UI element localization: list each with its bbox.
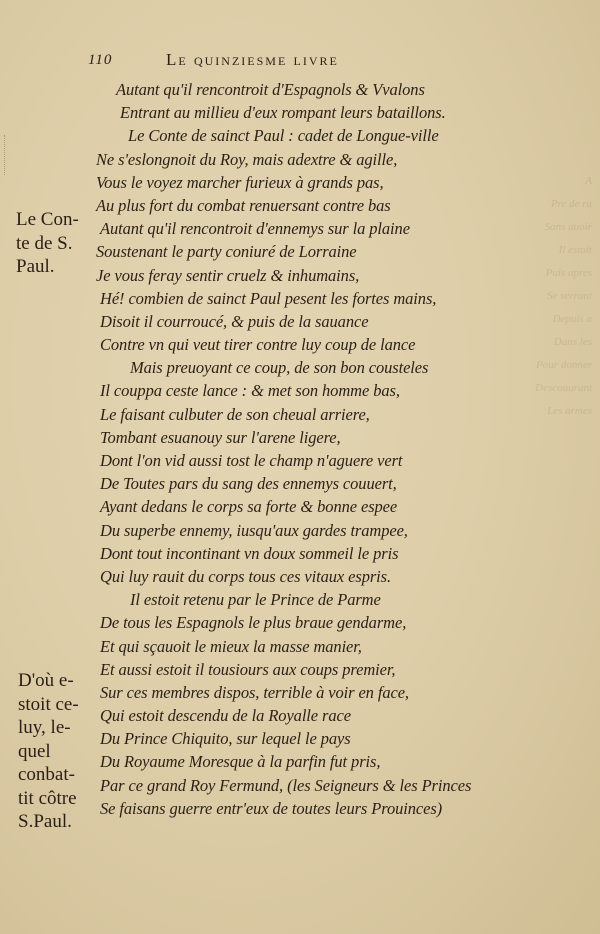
verse-line-text: Et qui sçauoit le mieux la masse manier, bbox=[100, 636, 362, 656]
verse-line-text: Du Prince Chiquito, sur lequel le pays bbox=[100, 729, 351, 749]
verse-line bbox=[0, 588, 600, 611]
verse-line bbox=[0, 565, 600, 588]
verse-line-text: Sur ces membres dispos, terrible à voir en face, bbox=[100, 682, 409, 702]
verse-line bbox=[0, 635, 600, 658]
verse-line-text: Du Royaume Moresque à la parfin fut pris, bbox=[100, 752, 381, 772]
verse-line bbox=[0, 310, 600, 333]
verse-line-text: Hé! combien de sainct Paul pesent les fortes mains, bbox=[100, 288, 437, 308]
verse-line bbox=[0, 148, 600, 171]
ghost-line: Dans les bbox=[553, 336, 592, 348]
ghost-line: Pre de ra bbox=[550, 198, 592, 210]
verse-line bbox=[0, 287, 600, 310]
verse-line bbox=[0, 78, 600, 101]
verse-line-text: De Toutes pars du sang des ennemys couuert, bbox=[100, 474, 397, 494]
verse-line bbox=[0, 519, 600, 542]
verse-line-text: Le faisant culbuter de son cheual arriere, bbox=[100, 404, 370, 424]
verse-line bbox=[0, 403, 600, 426]
verse-line bbox=[0, 171, 600, 194]
verse-line-text: Soustenant le party coniuré de Lorraine bbox=[96, 242, 357, 262]
page-number: 110 bbox=[88, 52, 113, 68]
ghost-line: Sans auoir bbox=[544, 221, 592, 233]
ghost-line: Descouurant bbox=[535, 382, 592, 394]
verse-line bbox=[0, 379, 600, 402]
verse-line-text: Vous le voyez marcher furieux à grands pas, bbox=[96, 172, 384, 192]
verse-line-text: De tous les Espagnols le plus braue gendarme, bbox=[100, 613, 407, 633]
ghost-line: Pour donner bbox=[536, 359, 592, 371]
verse-line bbox=[0, 472, 600, 495]
verse-line-text: Le Conte de sainct Paul : cadet de Longue-ville bbox=[128, 126, 439, 146]
verse-line bbox=[0, 101, 600, 124]
verse-line-text: Autant qu'il rencontroit d'ennemys sur la plaine bbox=[100, 219, 410, 239]
verse-line bbox=[0, 611, 600, 634]
ghost-line: A bbox=[585, 175, 592, 187]
verse-line-text: Du superbe ennemy, iusqu'aux gardes trampee, bbox=[100, 520, 408, 540]
verse-line-text: Qui luy rauit du corps tous ces vitaux espris. bbox=[100, 566, 391, 586]
verse-line bbox=[0, 449, 600, 472]
verse-line bbox=[0, 124, 600, 147]
running-head: Le quinziesme livre bbox=[166, 50, 339, 69]
margin-note-opponent-origin: D'où e- stoit ce- luy, le- quel conbat- tit côtre S.Paul. bbox=[18, 670, 79, 832]
verse-line-text: Qui estoit descendu de la Royalle race bbox=[100, 706, 351, 726]
verse-line bbox=[0, 333, 600, 356]
ghost-line: Puis apres bbox=[545, 267, 592, 279]
verse-line-text: Tombant esuanouy sur l'arene ligere, bbox=[100, 427, 341, 447]
verse-line-text: Par ce grand Roy Fermund, (les Seigneurs & les Princes bbox=[100, 775, 472, 795]
verse-line bbox=[0, 542, 600, 565]
verse-line-text: Il estoit retenu par le Prince de Parme bbox=[130, 590, 381, 610]
ghost-line: Depuis a bbox=[552, 313, 592, 325]
verse-line-text: Il couppa ceste lance : & met son homme bas, bbox=[100, 381, 400, 401]
verse-line-text: Mais preuoyant ce coup, de son bon cousteles bbox=[130, 358, 429, 378]
verse-line bbox=[0, 356, 600, 379]
verse-line-text: Entrant au millieu d'eux rompant leurs bataillons. bbox=[120, 103, 446, 123]
verse-line-text: Ayant dedans le corps sa forte & bonne espee bbox=[100, 497, 398, 517]
verse-line-text: Dont l'on vid aussi tost le champ n'aguere vert bbox=[100, 451, 403, 470]
verse-line-text: Contre vn qui veut tirer contre luy coup de lance bbox=[100, 335, 416, 355]
verse-line-text: Et aussi estoit il tousiours aux coups premier, bbox=[100, 659, 396, 679]
page-header bbox=[88, 50, 488, 74]
verse-line-text: Autant qu'il rencontroit d'Espagnols & Vvalons bbox=[116, 80, 425, 99]
ghost-line: Se serrant bbox=[547, 290, 592, 302]
verse-line-text: Ne s'eslongnoit du Roy, mais adextre & agille, bbox=[96, 149, 398, 169]
ghost-line: Il estoit bbox=[558, 244, 592, 256]
verse-line-text: Dont tout incontinant vn doux sommeil le pris bbox=[100, 543, 399, 563]
verse-line-text: Au plus fort du combat renuersant contre bas bbox=[96, 195, 391, 215]
verse-line-text: Se faisans guerre entr'eux de toutes leurs Prouinces) bbox=[100, 798, 443, 818]
verse-line-text: Disoit il courroucé, & puis de la sauance bbox=[100, 311, 369, 331]
verse-line bbox=[0, 495, 600, 518]
margin-note-saint-paul: Le Con- te de S. Paul. bbox=[16, 209, 79, 277]
verse-line bbox=[0, 426, 600, 449]
ghost-line: Les armes bbox=[547, 405, 592, 417]
verse-line-text: Je vous feray sentir cruelz & inhumains, bbox=[96, 265, 360, 285]
